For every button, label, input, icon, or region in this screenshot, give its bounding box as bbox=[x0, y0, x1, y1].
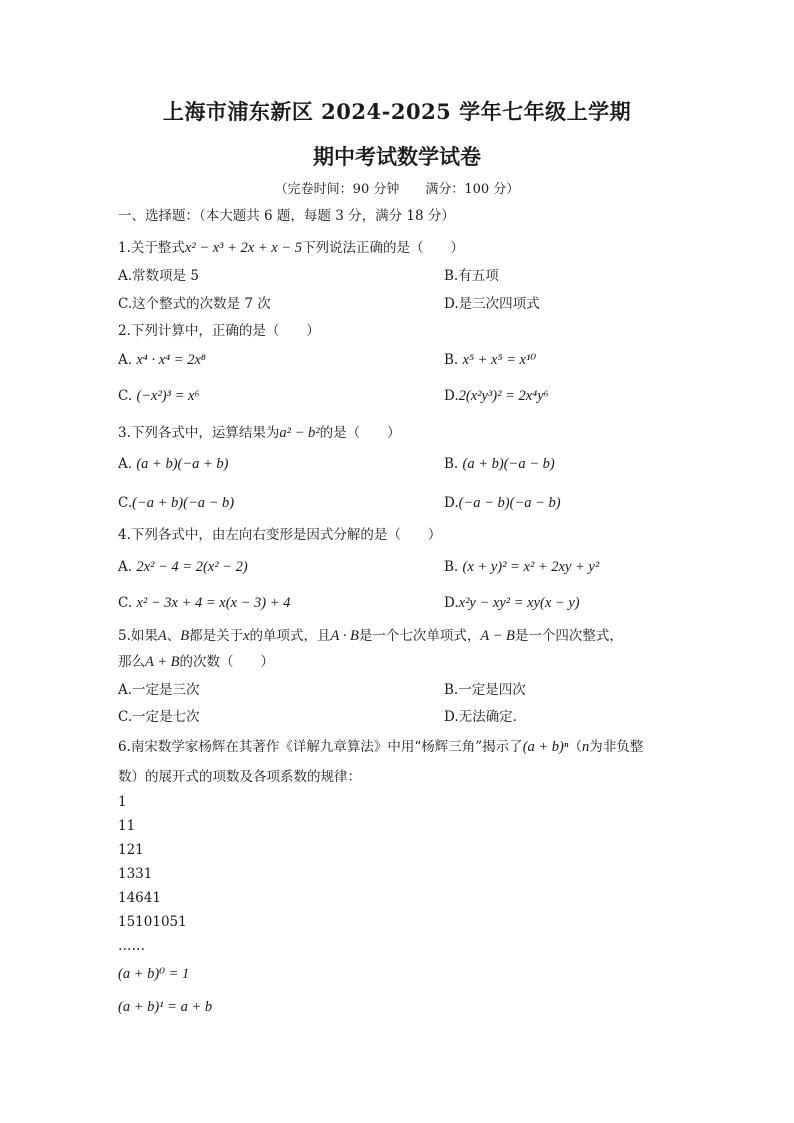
pascal-row: 1331 bbox=[118, 866, 153, 882]
q2-option-d bbox=[444, 386, 549, 406]
q2-option-d-label: D. bbox=[444, 388, 459, 404]
q3-option-b bbox=[444, 454, 555, 474]
q6-text-1: 6.南宋数学家杨辉在其著作《详解九章算法》中用“杨辉三角”揭示了 bbox=[118, 739, 523, 755]
pascal-row: 121 bbox=[118, 842, 144, 858]
q5-stem-line2 bbox=[118, 652, 274, 672]
q3-expression: a² − b² bbox=[279, 425, 320, 441]
q3-option-d-label: D. bbox=[444, 495, 459, 511]
q5-text-3: 都是关于 bbox=[189, 628, 244, 644]
q2-option-a-label: A. bbox=[118, 352, 133, 368]
q3-option-b-expr: (a + b)(−a − b) bbox=[462, 456, 555, 472]
q4-stem: 4.下列各式中，由左向右变形是因式分解的是（ ） bbox=[118, 527, 442, 543]
q3-stem-suffix: 的是（ ） bbox=[319, 425, 401, 441]
q5-option-b: B.一定是四次 bbox=[444, 682, 526, 698]
q5-difference: A − B bbox=[480, 628, 515, 644]
exam-title-line1: 上海市浦东新区 2024-2025 学年七年级上学期 bbox=[162, 99, 632, 124]
pascal-row: 11 bbox=[118, 818, 136, 834]
q5-option-c: C.一定是七次 bbox=[118, 709, 200, 725]
q1-expression: x² − x³ + 2x + x − 5 bbox=[184, 240, 302, 256]
q3-option-c bbox=[118, 493, 234, 513]
q3-option-d-expr: (−a − b)(−a − b) bbox=[458, 495, 561, 511]
q5-var-a: A bbox=[157, 628, 167, 644]
q3-option-a bbox=[118, 454, 229, 474]
q4-option-c-expr: x² − 3x + 4 = x(x − 3) + 4 bbox=[136, 595, 291, 611]
q2-option-b-expr: x⁵ + x⁵ = x¹⁰ bbox=[462, 352, 537, 368]
q4-option-d-label: D. bbox=[444, 595, 459, 611]
q1-option-d: D.是三次四项式 bbox=[444, 296, 540, 312]
q5-text-1: 5.如果 bbox=[118, 628, 158, 644]
q3-option-c-expr: (−a + b)(−a − b) bbox=[132, 495, 235, 511]
section1-heading: 一、选择题：（本大题共 6 题，每题 3 分，满分 18 分） bbox=[118, 208, 455, 224]
q3-stem-prefix: 3.下列各式中，运算结果为 bbox=[118, 425, 280, 441]
q5-stem-line1 bbox=[118, 626, 623, 646]
q3-stem bbox=[118, 423, 401, 443]
q2-option-a-expr: x⁴ · x⁴ = 2x⁸ bbox=[136, 352, 206, 368]
q4-option-d bbox=[444, 593, 580, 613]
q2-option-c-expr: (−x²)³ = x⁶ bbox=[136, 388, 200, 404]
exam-score: 满分：100 分） bbox=[425, 182, 520, 197]
q1-stem-prefix: 1.关于整式 bbox=[118, 240, 185, 256]
q5-text-5: 是一个七次单项式， bbox=[358, 628, 481, 644]
expansion-0-expr: (a + b)⁰ = 1 bbox=[118, 966, 190, 982]
q2-stem: 2.下列计算中，正确的是（ ） bbox=[118, 323, 320, 339]
q4-option-a-expr: 2x² − 4 = 2(x² − 2) bbox=[136, 559, 248, 575]
pascal-row: 1 bbox=[118, 794, 127, 810]
expansion-1-expr: (a + b)¹ = a + b bbox=[118, 999, 213, 1015]
q6-var-n: n bbox=[581, 739, 590, 755]
q2-option-c bbox=[118, 386, 200, 406]
q6-text-2: （ bbox=[568, 739, 582, 755]
pascal-ellipsis: …… bbox=[118, 938, 145, 954]
q5-text-7: 那么 bbox=[118, 654, 145, 670]
q5-text-6: 是一个四次整式， bbox=[514, 628, 623, 644]
q2-option-d-expr: 2(x²y³)² = 2x⁴y⁶ bbox=[458, 388, 549, 404]
q5-sum: A + B bbox=[145, 654, 180, 670]
q3-option-c-label: C. bbox=[118, 495, 133, 511]
expansion-0 bbox=[118, 964, 189, 984]
q1-option-c: C.这个整式的次数是 7 次 bbox=[118, 296, 271, 312]
q5-product: A · B bbox=[330, 628, 359, 644]
q3-option-d bbox=[444, 493, 561, 513]
q3-option-b-label: B. bbox=[444, 456, 459, 472]
q6-text-3: 为非负整 bbox=[589, 739, 644, 755]
pascal-row: 15101051 bbox=[118, 914, 187, 930]
q4-option-c-label: C. bbox=[118, 595, 133, 611]
exam-info bbox=[0, 178, 794, 197]
q6-stem-line2: 数）的展开式的项数及各项系数的规律： bbox=[118, 769, 361, 785]
q2-option-a bbox=[118, 350, 206, 370]
q5-var-b: B bbox=[180, 628, 190, 644]
q5-option-a: A.一定是三次 bbox=[118, 682, 200, 698]
q5-option-d: D.无法确定． bbox=[444, 709, 527, 725]
q2-option-b-label: B. bbox=[444, 352, 459, 368]
q5-text-8: 的次数（ ） bbox=[179, 654, 274, 670]
q3-option-a-label: A. bbox=[118, 456, 133, 472]
exam-title-line2: 期中考试数学试卷 bbox=[313, 144, 481, 169]
q2-option-b bbox=[444, 350, 536, 370]
q5-var-x: x bbox=[243, 628, 250, 644]
exam-time: （完卷时间：90 分钟 bbox=[274, 182, 400, 197]
q4-option-b-label: B. bbox=[444, 559, 459, 575]
q5-text-4: 的单项式，且 bbox=[249, 628, 331, 644]
q4-option-b-expr: (x + y)² = x² + 2xy + y² bbox=[462, 559, 600, 575]
q4-option-c bbox=[118, 593, 290, 613]
q6-binomial: (a + b)ⁿ bbox=[522, 739, 569, 755]
q3-option-a-expr: (a + b)(−a + b) bbox=[136, 456, 229, 472]
pascal-row: 14641 bbox=[118, 890, 161, 906]
q5-text-2: 、 bbox=[166, 628, 181, 644]
q4-option-a bbox=[118, 557, 248, 577]
q4-option-a-label: A. bbox=[118, 559, 133, 575]
q1-stem bbox=[118, 238, 464, 258]
expansion-1 bbox=[118, 997, 212, 1017]
q2-option-c-label: C. bbox=[118, 388, 133, 404]
q4-option-b bbox=[444, 557, 599, 577]
q6-stem-line1 bbox=[118, 737, 643, 757]
q1-option-a: A.常数项是 5 bbox=[118, 268, 199, 284]
q1-stem-suffix: 下列说法正确的是（ ） bbox=[301, 240, 464, 256]
q1-option-b: B.有五项 bbox=[444, 268, 499, 284]
q4-option-d-expr: x²y − xy² = xy(x − y) bbox=[458, 595, 580, 611]
